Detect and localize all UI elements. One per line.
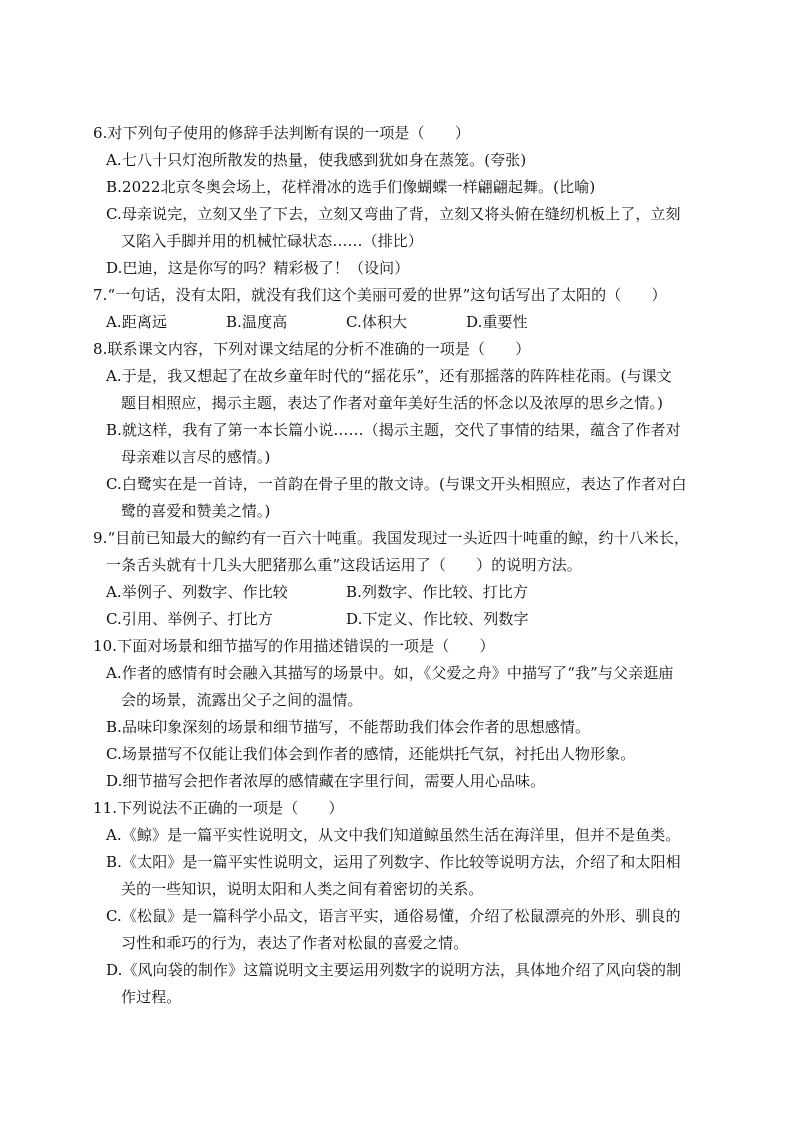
question-9-options-row-2 (93, 606, 733, 633)
question-7-option-d: D.重要性 (466, 313, 528, 331)
question-8-option-a-continued: 题目相照应，揭示主题，表达了作者对童年美好生活的怀念以及浓厚的思乡之情。) (121, 394, 664, 412)
question-6-stem: 6.对下列句子使用的修辞手法判断有误的一项是（ ） (93, 124, 470, 142)
question-10-option-d: D.细节描写会把作者浓厚的感情藏在字里行间，需要人用心品味。 (106, 772, 546, 790)
question-10-stem: 10.下面对场景和细节描写的作用描述错误的一项是（ ） (93, 637, 495, 655)
question-6-option-b: B.2022北京冬奥会场上，花样滑冰的选手们像蝴蝶一样翩翩起舞。(比喻) (106, 178, 596, 196)
question-8-option-b: B.就这样，我有了第一本长篇小说……（揭示主题，交代了事情的结果，蕴含了作者对 (106, 421, 681, 439)
question-8-option-c-continued: 鹭的喜爱和赞美之情。) (121, 502, 271, 520)
question-7-options (93, 309, 733, 336)
question-11-option-b-continued: 关的一些知识，说明太阳和人类之间有着密切的关系。 (121, 880, 484, 898)
question-7-stem: 7.“一句话，没有太阳，就没有我们这个美丽可爱的世界”这句话写出了太阳的（ ） (93, 286, 667, 304)
question-9-option-d: D.下定义、作比较、列数字 (346, 610, 529, 628)
question-9-option-b: B.列数字、作比较、打比方 (346, 583, 529, 601)
question-8-option-a: A.于是，我又想起了在故乡童年时代的“摇花乐”，还有那摇落的阵阵桂花雨。(与课文 (106, 367, 672, 385)
question-10-option-b: B.品味印象深刻的场景和细节描写，不能帮助我们体会作者的思想感情。 (106, 718, 591, 736)
question-11-option-b: B.《太阳》是一篇平实性说明文，运用了列数字、作比较等说明方法，介绍了和太阳相 (106, 853, 681, 871)
question-9-stem: 9.“目前已知最大的鲸约有一百六十吨重。我国发现过一头近四十吨重的鲸，约十八米长， (93, 529, 690, 547)
question-11-option-a: A.《鲸》是一篇平实性说明文，从文中我们知道鲸虽然生活在海洋里，但并不是鱼类。 (106, 826, 681, 844)
question-6-option-a: A.七八十只灯泡所散发的热量，使我感到犹如身在蒸笼。(夸张) (106, 151, 527, 169)
question-9-option-a: A.举例子、列数字、作比较 (106, 583, 288, 601)
question-6-option-d: D.巴迪，这是你写的吗？精彩极了！（设问） (106, 259, 410, 277)
question-11-stem: 11.下列说法不正确的一项是（ ） (93, 799, 344, 817)
question-10-option-a: A.作者的感情有时会融入其描写的场景中。如，《父爱之舟》中描写了“我”与父亲逛庙 (106, 664, 674, 682)
question-list (93, 120, 733, 1011)
question-10-option-c: C.场景描写不仅能让我们体会到作者的感情，还能烘托气氛，衬托出人物形象。 (106, 745, 636, 763)
question-9-stem-continued: 一条舌头就有十几头大肥猪那么重”这段话运用了（ ）的说明方法。 (106, 556, 582, 574)
question-11-option-c-continued: 习性和乖巧的行为，表达了作者对松鼠的喜爱之情。 (121, 934, 469, 952)
question-6-option-c-continued: 又陷入手脚并用的机械忙碌状态……（排比） (121, 232, 424, 250)
question-8-option-c: C.白鹭实在是一首诗，一首韵在骨子里的散文诗。(与课文开头相照应，表达了作者对白 (106, 475, 687, 493)
question-11-option-c: C.《松鼠》是一篇科学小品文，语言平实，通俗易懂，介绍了松鼠漂亮的外形、驯良的 (106, 907, 681, 925)
question-9-options-row-1 (93, 579, 733, 606)
question-7-option-c: C.体积大 (346, 313, 408, 331)
question-8-option-b-continued: 母亲难以言尽的感情。) (121, 448, 271, 466)
question-11-option-d-continued: 作过程。 (121, 988, 182, 1006)
question-11-option-d: D.《风向袋的制作》这篇说明文主要运用列数字的说明方法，具体地介绍了风向袋的制 (106, 961, 682, 979)
question-9-option-c: C.引用、举例子、打比方 (106, 610, 273, 628)
question-10-option-a-continued: 会的场景，流露出父子之间的温情。 (121, 691, 363, 709)
question-6-option-c: C.母亲说完，立刻又坐了下去，立刻又弯曲了背，立刻又将头俯在缝纫机板上了，立刻 (106, 205, 681, 223)
question-7-option-b: B.温度高 (226, 313, 288, 331)
question-7-option-a: A.距离远 (106, 313, 168, 331)
question-8-stem: 8.联系课文内容，下列对课文结尾的分析不准确的一项是（ ） (93, 340, 531, 358)
